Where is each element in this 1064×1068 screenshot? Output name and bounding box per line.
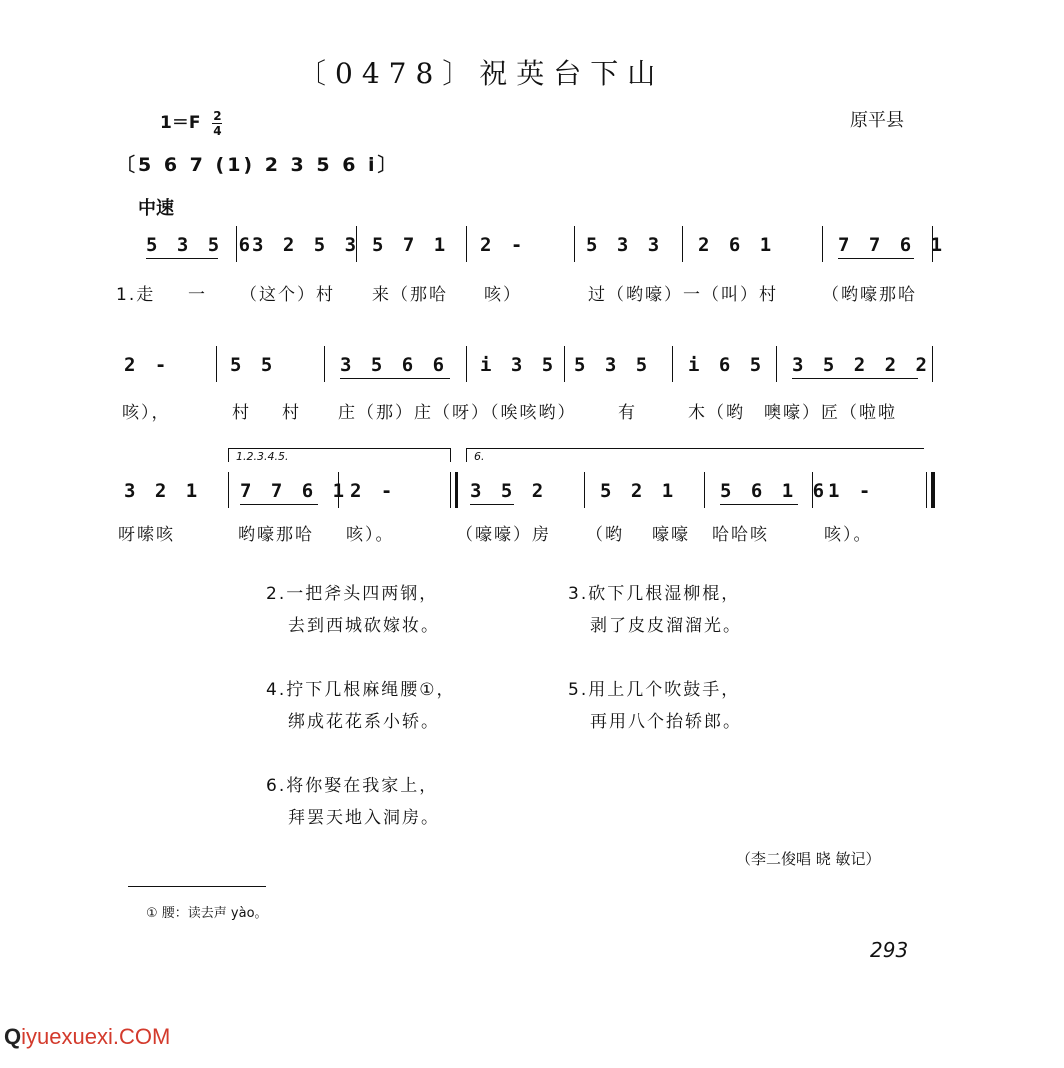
lyric-3-7: 哈哈咳 [712,525,769,545]
watermark-text: iyuexuexi.COM [21,1024,171,1049]
measure-1-1: 5 3 5 6 [146,234,255,256]
measure-3-6: 5 6 1 6 [720,480,829,502]
page-title: 〔0478〕祝英台下山 [298,57,665,90]
key-label: 1＝F [160,113,201,133]
lyric-3-4: （嚎嚎）房 [456,525,551,545]
verse-3-line-1: 3.砍下几根湿柳棍， [568,584,741,604]
verse-2 [266,578,440,642]
lyric-3-8: 咳）。 [824,525,873,545]
measure-2-7: 3 5 2 2 2 [792,354,931,376]
verse-3-line-2: 剥了皮皮溜溜光。 [590,616,742,636]
measure-3-2: 7 7 6 1 [240,480,349,502]
measure-2-5: 5 3 5 [574,354,652,376]
lyric-1-4: 来（那哈 [372,285,448,305]
measure-3-1: 3 2 1 [124,480,202,502]
lyric-2-2: 村 [232,403,251,423]
lyric-2-6: 木（哟 [688,403,745,423]
time-signature [212,110,222,137]
footnote: ① 腰：读去声 yào。 [146,906,268,921]
volta-1: 1.2.3.4.5. [236,450,289,463]
measure-3-4: 3 5 2 [470,480,548,502]
lyric-1-1: 1.走 [116,285,156,305]
key-signature [160,108,222,137]
measure-3-5: 5 2 1 [600,480,678,502]
measure-1-5: 5 3 3 [586,234,664,256]
measure-2-2: 5 5 [230,354,277,376]
lyric-1-6: 过（哟嚎）一（叫）村 [588,285,778,305]
volta-2: 6. [474,450,485,463]
measure-2-3: 3 5 6 6 [340,354,449,376]
verse-6 [266,770,440,834]
measure-1-2: 3 2 5 3 [252,234,361,256]
lyric-3-5: （哟 [586,525,624,545]
measure-1-6: 2 6 1 [698,234,776,256]
lyric-1-3: （这个）村 [240,285,335,305]
verse-3 [568,578,742,642]
lyric-2-7: 噢嚎）匠（啦啦 [764,403,897,423]
verse-4-line-1: 4.拧下几根麻绳腰①， [266,680,456,700]
watermark-q: Q [4,1024,22,1049]
lyric-1-2: 一 [188,285,207,305]
measure-2-4: i 3 5 [480,354,558,376]
verse-4 [266,674,455,738]
verse-2-line-1: 2.一把斧头四两钢， [266,584,439,604]
verse-4-line-2: 绑成花花系小轿。 [288,712,440,732]
lyric-3-1: 呀嗦咳 [118,525,175,545]
verse-2-line-2: 去到西城砍嫁妆。 [288,616,440,636]
intro-notes: 〔5 6 7 (1) 2 3 5 6 i〕 [116,154,400,176]
lyric-2-5: 有 [618,403,637,423]
measure-2-1: 2 - [124,354,171,376]
lyric-3-6: 嚎嚎 [652,525,690,545]
footnote-divider [128,886,266,887]
verse-5-line-2: 再用八个抬轿郎。 [590,712,742,732]
page-number: 293 [870,938,909,962]
lyric-2-3: 村 [282,403,301,423]
verse-6-line-2: 拜罢天地入洞房。 [288,808,440,828]
time-numerator: 2 [213,108,222,123]
lyric-1-5: 咳） [484,285,522,305]
lyric-2-4: 庄（那）庄（呀）（唉咳哟） [338,403,577,423]
watermark [4,1024,170,1050]
time-denominator: 4 [213,123,222,138]
credit-line: （李二俊唱 晓 敏记） [736,850,881,868]
verse-6-line-1: 6.将你娶在我家上， [266,776,439,796]
measure-1-7: 7 7 6 1 [838,234,947,256]
lyric-1-7: （哟嚎那哈 [822,285,917,305]
measure-2-6: i 6 5 [688,354,766,376]
verse-5-line-1: 5.用上几个吹鼓手， [568,680,741,700]
lyric-3-3: 咳）。 [346,525,395,545]
measure-1-4: 2 - [480,234,527,256]
measure-3-7: 1 - [828,480,875,502]
lyric-2-1: 咳）， [122,403,171,423]
tempo-marking: 中速 [138,198,174,219]
measure-3-3: 2 - [350,480,397,502]
measure-1-3: 5 7 1 [372,234,450,256]
verse-5 [568,674,742,738]
region-label: 原平县 [850,110,904,131]
lyric-3-2: 哟嚎那哈 [238,525,314,545]
